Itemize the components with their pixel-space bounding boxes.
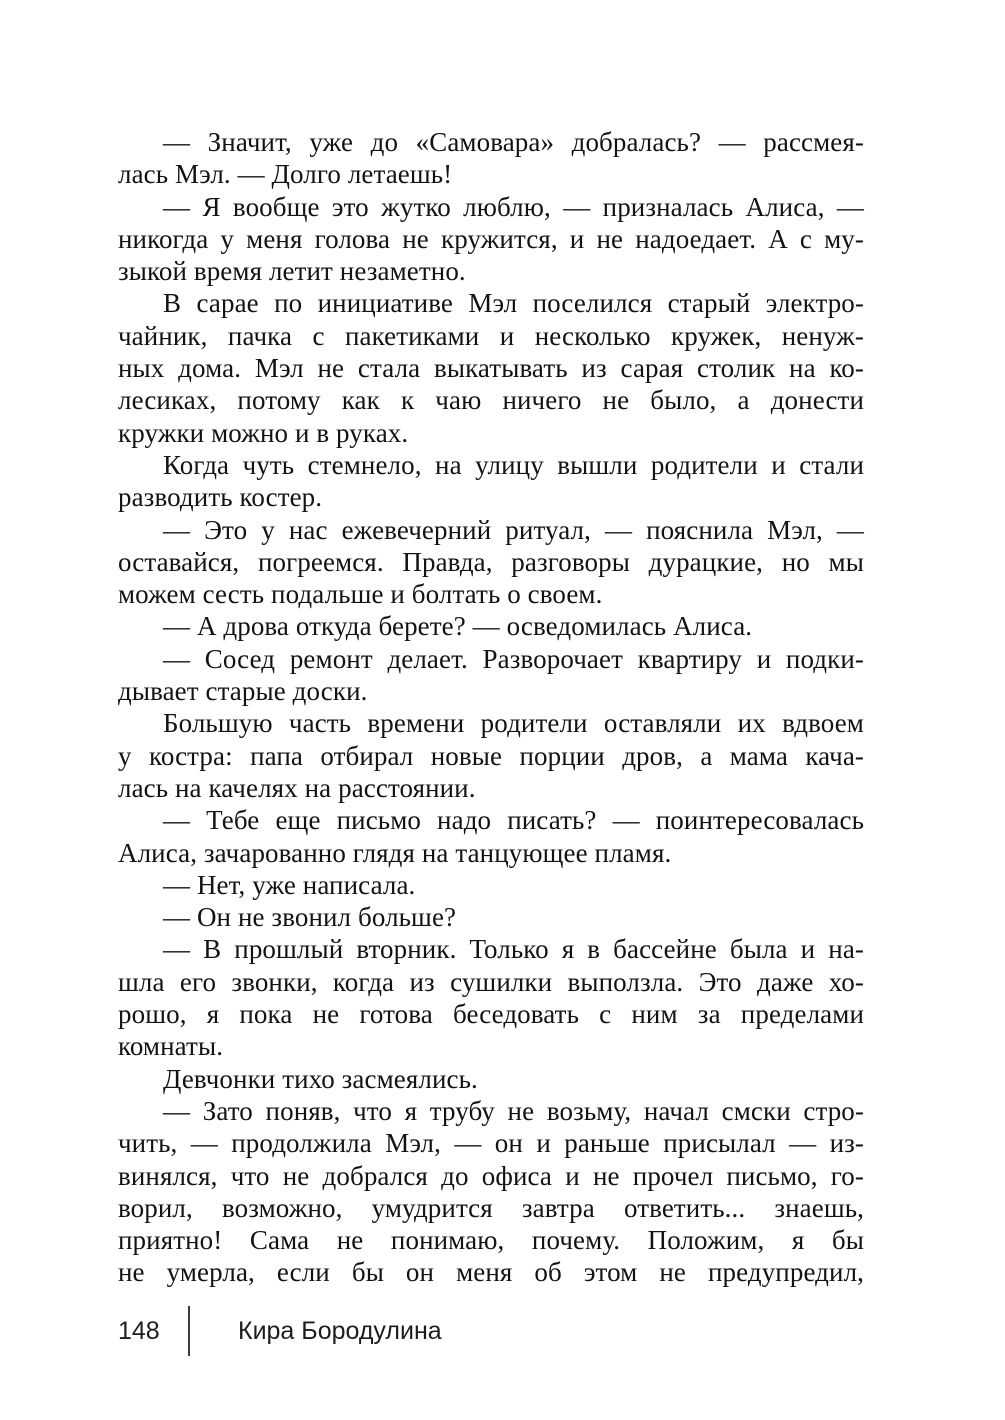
text-line: — Это у нас ежевечерний ритуал, — пояснила Мэл, — <box>163 514 864 545</box>
text-line: дывает старые доски. <box>118 676 368 707</box>
text-line: В сарае по инициативе Мэл поселился старый электро- <box>163 288 864 319</box>
text-line: — Я вообще это жутко люблю, — призналась Алиса, — <box>163 191 864 222</box>
body-text <box>118 126 864 1289</box>
text-line: чайник, пачка с пакетиками и несколько кружек, ненуж- <box>118 320 864 351</box>
text-line: лась на качелях на расстоянии. <box>118 772 476 803</box>
paragraph <box>118 804 864 869</box>
text-line: — А дрова откуда берете? — осведомилась Алиса. <box>163 611 753 642</box>
text-line: Большую часть времени родители оставляли их вдвоем <box>163 708 864 739</box>
text-line: Когда чуть стемнело, на улицу вышли родители и стали <box>163 449 864 480</box>
text-line: можем сесть подальше и болтать о своем. <box>118 579 603 610</box>
text-line: лесиках, потому как к чаю ничего не было, а донести <box>118 385 864 416</box>
text-line: оставайся, погреемся. Правда, разговоры дурацкие, но мы <box>118 546 864 577</box>
paragraph <box>118 933 864 1062</box>
paragraph <box>118 449 864 514</box>
paragraph <box>118 643 864 708</box>
text-line: — Сосед ремонт делает. Разворочает квартиру и подки- <box>163 643 864 674</box>
text-line: ных дома. Мэл не стала выкатывать из сарая столик на ко- <box>118 353 864 384</box>
text-line: — Значит, уже до «Самовара» добралась? — рассмея- <box>163 127 864 157</box>
paragraph <box>118 1063 864 1095</box>
paragraph <box>118 191 864 288</box>
text-line: — Зато поняв, что я трубу не возьму, начал смски стро- <box>163 1095 864 1126</box>
text-line: не умерла, если бы он меня об этом не предупредил, <box>118 1257 864 1288</box>
text-line: лась Мэл. — Долго летаешь! <box>118 159 453 190</box>
text-line: винялся, что не добрался до офиса и не прочел письмо, го- <box>118 1160 864 1191</box>
paragraph <box>118 869 864 901</box>
text-line: рошо, я пока не готова беседовать с ним за пределами <box>118 999 864 1030</box>
paragraph <box>118 126 864 191</box>
text-line: — Тебе еще письмо надо писать? — поинтересовалась <box>163 805 864 836</box>
text-line: кружки можно и в руках. <box>118 417 409 448</box>
page-number: 148 <box>118 1316 160 1345</box>
text-line: — В прошлый вторник. Только я в бассейне была и на- <box>163 934 864 965</box>
paragraph <box>118 287 864 448</box>
text-line: у костра: папа отбирал новые порции дров, а мама кача- <box>118 740 864 771</box>
footer-divider <box>188 1306 190 1356</box>
text-line: Девчонки тихо засмеялись. <box>163 1063 478 1094</box>
text-line: приятно! Сама не понимаю, почему. Положим, я бы <box>118 1225 864 1256</box>
page-footer <box>118 1306 442 1356</box>
text-line: чить, — продолжила Мэл, — он и раньше присылал — из- <box>118 1128 864 1159</box>
paragraph <box>118 707 864 804</box>
paragraph <box>118 610 864 642</box>
text-line: никогда у меня голова не кружится, и не надоедает. А с му- <box>118 223 864 254</box>
paragraph <box>118 514 864 611</box>
text-line: зыкой время летит незаметно. <box>118 256 466 287</box>
text-line: ворил, возможно, умудрится завтра ответить... знаешь, <box>118 1192 864 1223</box>
text-line: комнаты. <box>118 1031 224 1062</box>
text-line: — Он не звонил больше? <box>163 902 457 933</box>
text-line: разводить костер. <box>118 482 323 513</box>
text-line: Алиса, зачарованно глядя на танцующее пламя. <box>118 837 672 868</box>
footer-author: Кира Бородулина <box>238 1316 442 1345</box>
text-line: шла его звонки, когда из сушилки выползла. Это даже хо- <box>118 966 864 997</box>
paragraph <box>118 901 864 933</box>
text-line: — Нет, уже написала. <box>163 869 416 900</box>
paragraph <box>118 1095 864 1289</box>
